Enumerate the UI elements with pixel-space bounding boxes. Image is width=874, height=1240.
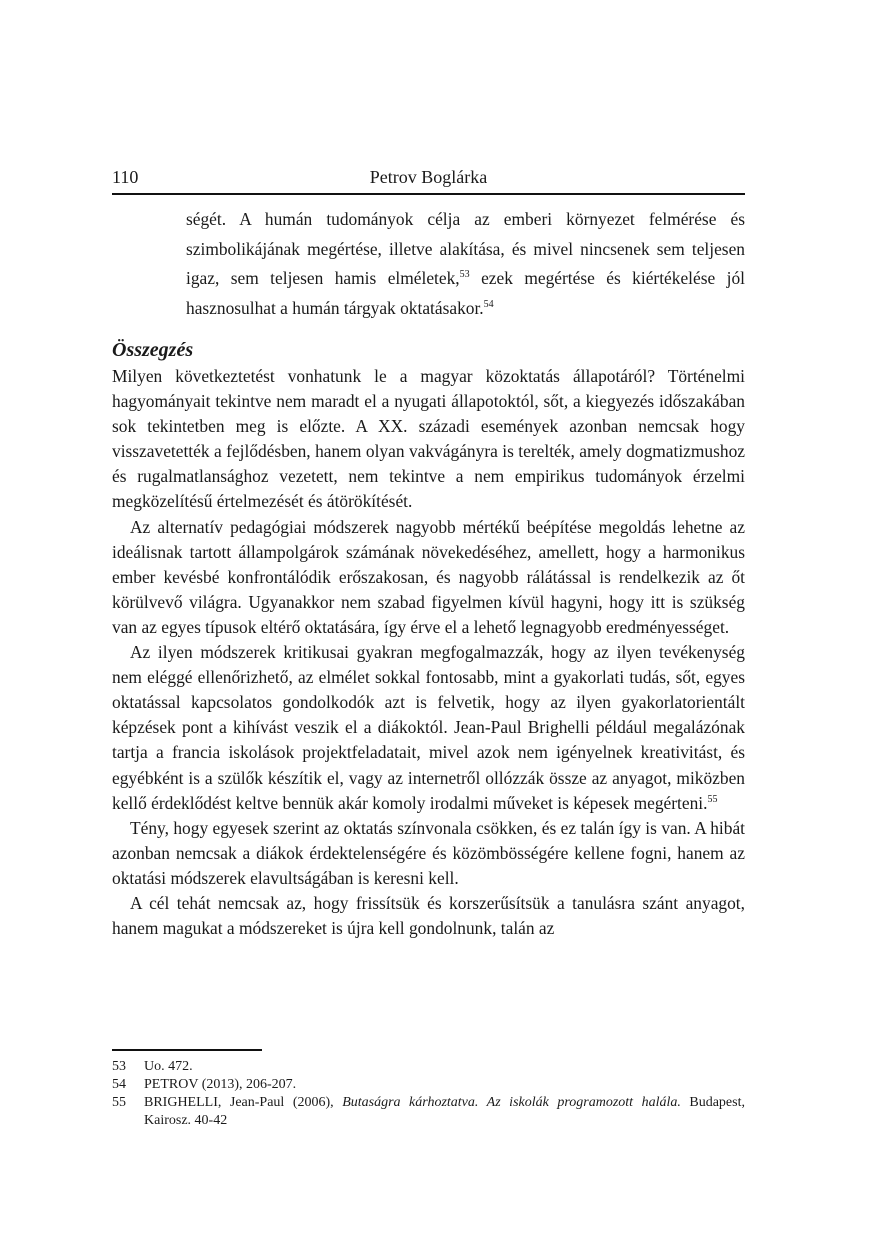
footnote-ref-53[interactable]: 53 <box>459 269 470 280</box>
footnote-54 <box>112 1076 745 1094</box>
footnote-number: 55 <box>112 1095 126 1110</box>
paragraph-3-text: Az ilyen módszerek kritikusai gyakran megfogalmazzák, hogy az ilyen tevékenység nem eléggé ellenőrizhető, az elmélet sokkal fontosabb, mint a gyakorlati tudás, sőt, egyes oktatással kapcsolatos gondolkodók azt is felvetik, hogy az ilyen gyakorlatorientált képzések pont a kihívást veszik el a diákoktól. Jean-Paul Brighelli például megalázónak tartja a francia iskolások projektfeladatait, mivel azok nem igényelnek kreativitást, és egyébként is a szülők készítik el, vagy az internetről ollózzák össze az anyagot, miközben kellő érdeklődést keltve bennük akár komoly irodalmi műveket is képesek megérteni. <box>112 642 745 813</box>
footnote-ref-54[interactable]: 54 <box>483 298 494 310</box>
footnote-text: Uo. 472. <box>144 1059 193 1074</box>
footnote-text-before: BRIGHELLI, Jean-Paul (2006), <box>144 1095 343 1110</box>
block-quote <box>186 205 745 323</box>
footnote-number: 54 <box>112 1077 126 1092</box>
footnotes <box>112 1058 745 1130</box>
footnote-number: 53 <box>112 1059 126 1074</box>
body-text <box>112 364 745 941</box>
page-number: 110 <box>112 167 139 187</box>
footnote-ref-55[interactable]: 55 <box>707 793 718 805</box>
footnote-book-title: Butaságra kárhoztatva. Az iskolák programozott halála. <box>342 1095 681 1110</box>
footnote-53 <box>112 1058 745 1076</box>
quote-text: ségét. A humán tudományok célja az emberi környezet felmérése és szimbolikájának megértése, illetve alakítása, és mivel nincsenek sem teljesen igaz, sem teljesen hamis elméletek, <box>186 209 745 288</box>
paragraph-1: Milyen következtetést vonhatunk le a magyar közoktatás állapotáról? Történelmi hagyományait tekintve nem maradt el a nyugati állapotoktól, sőt, a kiegyezés időszakában sok tekintetben meg is előzte. A XX. századi események azonban nemcsak hogy visszavetették a fejlődésben, hanem olyan vakvágányra is terelték, amely dogmatizmushoz és rugalmatlansághoz vezetett, nem tekintve a nem empirikus tudományok érzelmi megközelítésű értelmezését és átörökítését. <box>112 366 745 512</box>
section-title: Összegzés <box>112 339 194 361</box>
footnote-55 <box>112 1094 745 1130</box>
footnote-text-after: Budapest, Kairosz. 40-42 <box>144 1095 745 1128</box>
footnote-divider <box>112 1049 262 1051</box>
paragraph-5: A cél tehát nemcsak az, hogy frissítsük és korszerűsítsük a tanulásra szánt anyagot, hanem magukat a módszereket is újra kell gondolnunk, talán az <box>112 892 745 939</box>
footnote-text: PETROV (2013), 206-207. <box>144 1077 297 1092</box>
page-header <box>112 164 745 195</box>
paragraph-4: Tény, hogy egyesek szerint az oktatás színvonala csökken, és ez talán így is van. A hibát azonban nemcsak a diákok érdektelenségére és közömbösségére kellene fogni, hanem az oktatási módszerek elavultságában is keresni kell. <box>112 817 745 888</box>
quote-text-continued: ezek megértése és kiértékelése jól hasznosulhat a humán tárgyak oktatásakor. <box>186 268 746 318</box>
paragraph-3 <box>112 640 745 816</box>
paragraph-2: Az alternatív pedagógiai módszerek nagyobb mértékű beépítése megoldás lehetne az ideálisnak tartott állampolgárok számának növekedéséhez, amellett, hogy a harmonikus ember kevésbé konfrontálódik erőszakosan, és nagyobb rálátással is rendelkezik az őt körülvevő világra. Ugyanakkor nem szabad figyelmen kívül hagyni, hogy itt is szükség van az egyes típusok eltérő oktatására, így érve el a lehető legnagyobb eredményességet. <box>112 516 745 637</box>
running-head: Petrov Boglárka <box>369 167 488 187</box>
